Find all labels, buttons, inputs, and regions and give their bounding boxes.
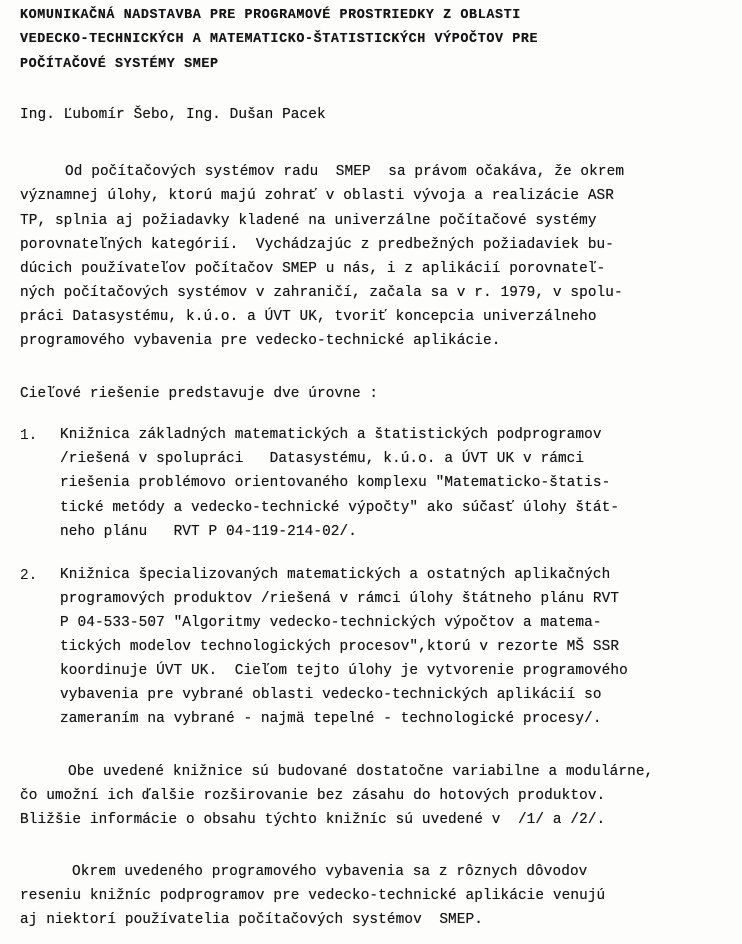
list-item-line: Knižnica špecializovaných matematických a ostatných aplikačných	[60, 567, 611, 583]
paragraph-line: TP, splnia aj požiadavky kladené na univerzálne počítačové systémy	[20, 213, 597, 229]
paragraph-line: reseniu knižníc podprogramov pre vedecko-technické aplikácie venujú	[20, 888, 606, 904]
paragraph-line: programového vybavenia pre vedecko-technické aplikácie.	[20, 333, 501, 349]
authors-line: Ing. Ľubomír Šebo, Ing. Dušan Pacek	[20, 107, 326, 123]
paragraph-line: Bližšie informácie o obsahu týchto knižníc sú uvedené v /1/ a /2/.	[20, 812, 606, 828]
paragraph-line: aj niektorí používatelia počítačových systémov SMEP.	[20, 912, 483, 928]
list-item-line: programových produktov /riešená v rámci úlohy štátneho plánu RVT	[60, 591, 620, 607]
title-line: KOMUNIKAČNÁ NADSTAVBA PRE PROGRAMOVÉ PROSTRIEDKY Z OBLASTI	[20, 8, 521, 23]
list-item-line: tické metódy a vedecko-technické výpočty" ako súčasť úlohy štát-	[60, 500, 620, 516]
paragraph-line: ných počítačových systémov v zahraničí, začala sa v r. 1979, v spolu-	[20, 285, 623, 301]
list-item-line: tických modelov technologických procesov",ktorú v rezorte MŠ SSR	[60, 639, 620, 655]
levels-heading: Cieľové riešenie predstavuje dve úrovne :	[20, 386, 379, 402]
paragraph-line: Obe uvedené knižnice sú budované dostatočne variabilne a modulárne,	[68, 764, 654, 780]
list-item-number: 1.	[20, 428, 38, 444]
list-item-line: vybavenia pre vybrané oblasti vedecko-technických aplikácií so	[60, 687, 602, 703]
list-item-line: koordinuje ÚVT UK. Cieľom tejto úlohy je vytvorenie programového	[60, 663, 628, 679]
paragraph-line: významnej úlohy, ktorú majú zohrať v oblasti vývoja a realizácie ASR	[20, 188, 615, 204]
list-item-number: 2.	[20, 568, 38, 584]
list-item-line: zameraním na vybrané - najmä tepelné - technologické procesy/.	[60, 711, 602, 727]
list-item-line: riešenia problémovo orientovaného komplexu "Matematicko-štatis-	[60, 475, 611, 491]
paragraph-line: čo umožní ich ďalšie rozširovanie bez zásahu do hotových produktov.	[20, 788, 606, 804]
paragraph-line: Okrem uvedeného programového vybavenia sa z rôznych dôvodov	[72, 864, 588, 880]
list-item-line: /riešená v spolupráci Datasystému, k.ú.o. a ÚVT UK v rámci	[60, 451, 585, 467]
list-item-line: neho plánu RVT P 04-119-214-02/.	[60, 524, 358, 540]
title-line: POČÍTAČOVÉ SYSTÉMY SMEP	[20, 57, 219, 72]
list-item-line: P 04-533-507 "Algoritmy vedecko-technických výpočtov a matema-	[60, 615, 602, 631]
paragraph-line: dúcich používateľov počítačov SMEP u nás, i z aplikácií porovnateľ-	[20, 261, 606, 277]
title-line: VEDECKO-TECHNICKÝCH A MATEMATICKO-ŠTATISTICKÝCH VÝPOČTOV PRE	[20, 32, 539, 47]
paragraph-line: porovnateľných kategórií. Vychádzajúc z predbežných požiadaviek bu-	[20, 237, 615, 253]
paragraph-line: Od počítačových systémov radu SMEP sa právom očakáva, že okrem	[65, 164, 625, 180]
list-item-line: Knižnica základných matematických a štatistických podprogramov	[60, 427, 602, 443]
paragraph-line: práci Datasystému, k.ú.o. a ÚVT UK, tvoriť koncepcia univerzálneho	[20, 309, 597, 325]
